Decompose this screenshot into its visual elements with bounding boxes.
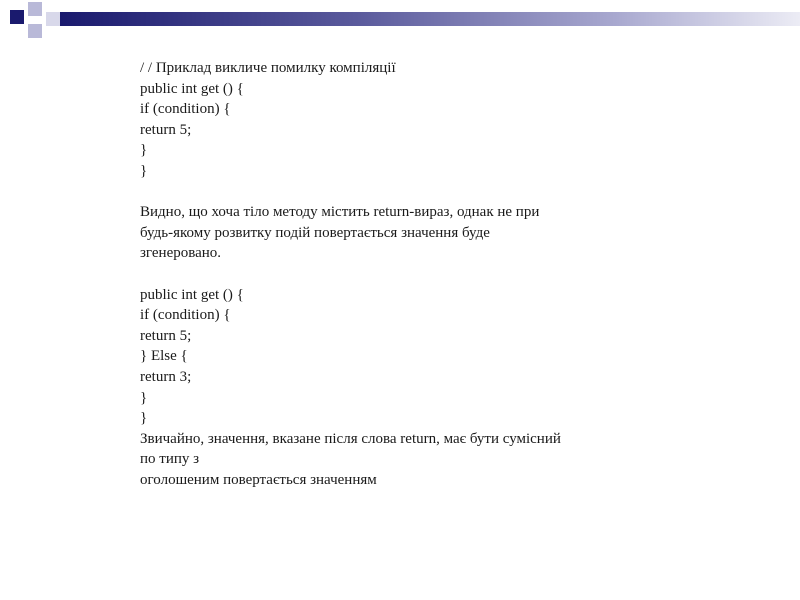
paragraph-line: по типу з	[140, 451, 200, 468]
decor-square	[46, 12, 60, 26]
paragraph-line: будь-якому розвитку подій повертається значення буде	[140, 224, 490, 241]
decor-square	[28, 24, 42, 38]
decor-square	[28, 2, 42, 16]
paragraph-line: Звичайно, значення, вказане після слова return, має бути сумісний	[140, 430, 561, 447]
blank-line	[140, 182, 780, 203]
code-line: if (condition) {	[140, 101, 231, 118]
paragraph-line: Видно, що хоча тіло методу містить return-вираз, однак не при	[140, 204, 540, 221]
code-line: }	[140, 142, 148, 159]
code-line: }	[140, 389, 148, 406]
paragraph-line: оголошеним повертається значенням	[140, 471, 377, 488]
code-line: if (condition) {	[140, 307, 231, 324]
code-line: }	[140, 162, 148, 179]
code-line: }	[140, 410, 148, 427]
code-line: return 3;	[140, 368, 192, 385]
paragraph-line: згенеровано.	[140, 245, 222, 262]
code-line: return 5;	[140, 327, 192, 344]
blank-line	[140, 264, 780, 285]
decor-square	[10, 10, 24, 24]
code-comment: / / Приклад викличе помилку компіляції	[140, 60, 396, 76]
header-gradient-bar	[60, 12, 800, 26]
slide-header-decoration	[0, 0, 800, 50]
code-line: public int get () {	[140, 80, 244, 97]
code-line: } Else {	[140, 348, 188, 365]
code-line: return 5;	[140, 121, 192, 138]
slide-body	[140, 58, 780, 490]
code-line: public int get () {	[140, 286, 244, 303]
